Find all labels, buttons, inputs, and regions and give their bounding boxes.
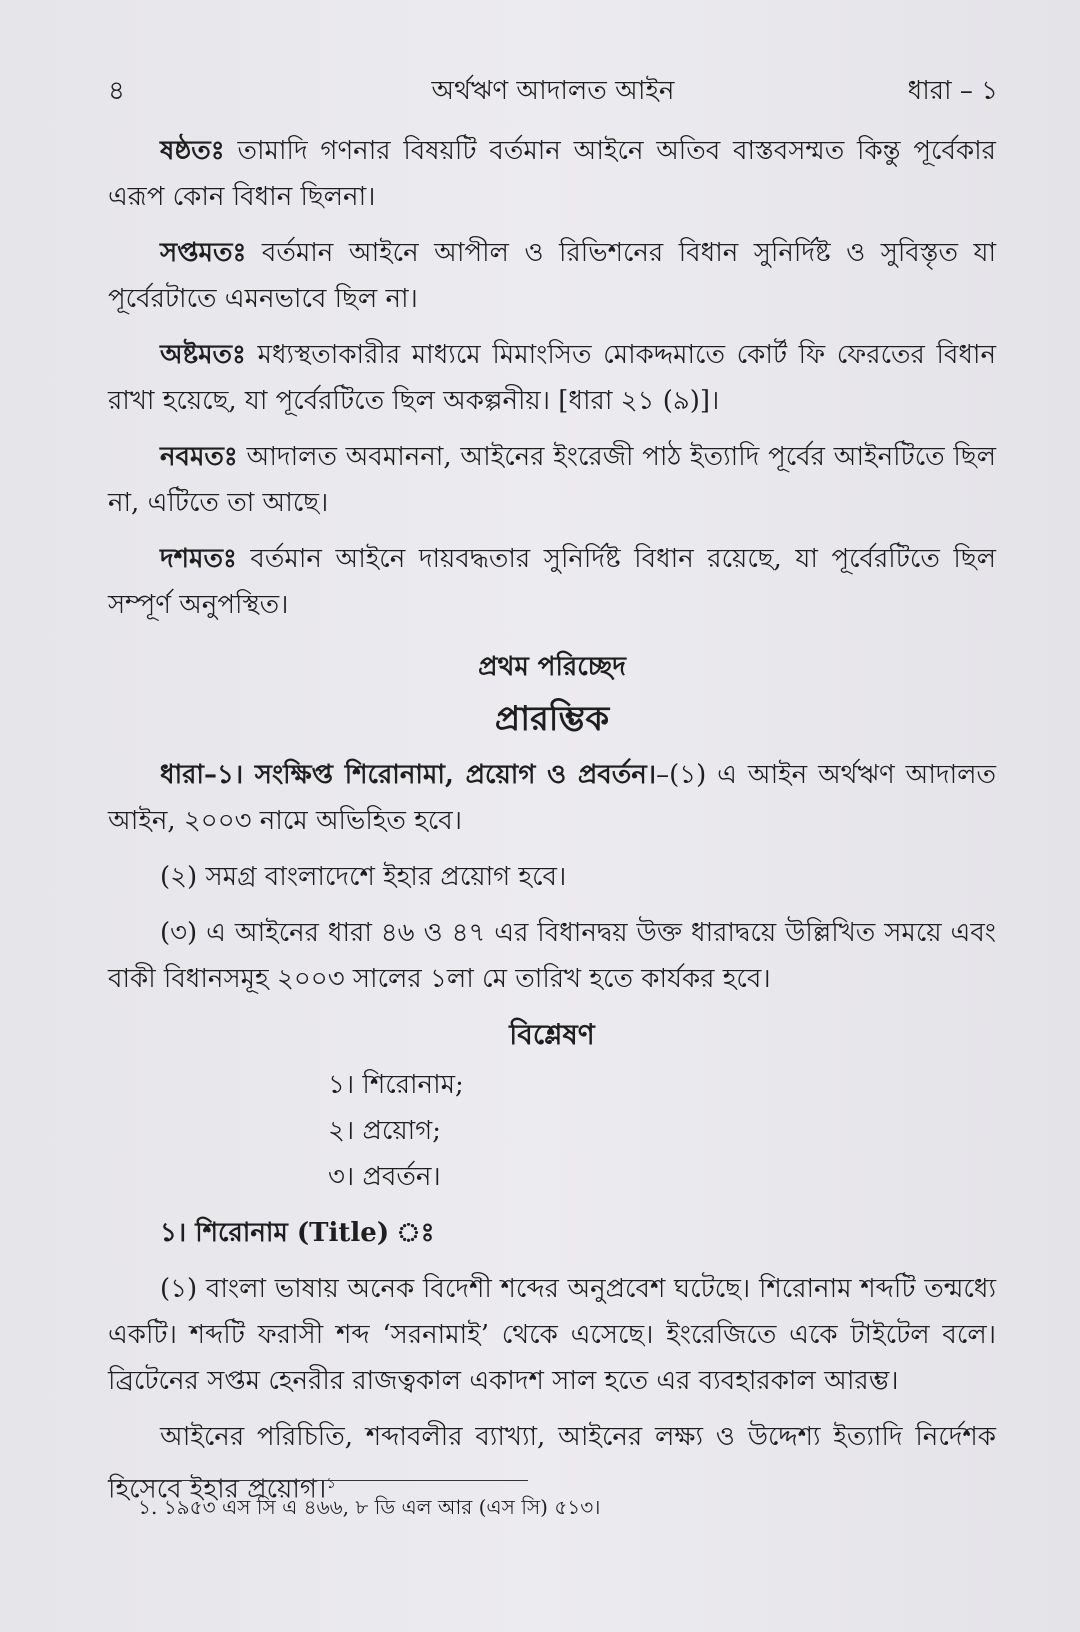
page-body bbox=[108, 128, 996, 1523]
section-heading: ধারা–১। সংক্ষিপ্ত শিরোনামা, প্রয়োগ ও প্রবর্তন। bbox=[160, 760, 657, 790]
paragraph-label: নবমতঃ bbox=[160, 442, 238, 472]
section-clause-3: (৩) এ আইনের ধারা ৪৬ ও ৪৭ এর বিধানদ্বয় উক্ত ধারাদ্বয়ে উল্লিখিত সময়ে এবং বাকী বিধানসমূহ ২০০৩ সালের ১লা মে তারিখ হতে কার্যকর হবে। bbox=[108, 918, 996, 994]
chapter-label: প্রথম পরিচ্ছেদ bbox=[478, 652, 626, 682]
chapter-title: প্রারম্ভিক bbox=[494, 699, 610, 739]
paragraph-sixth bbox=[108, 128, 996, 220]
analysis-paragraph-1: (১) বাংলা ভাষায় অনেক বিদেশী শব্দের অনুপ্রবেশ ঘটেছে। শিরোনাম শব্দটি তন্মধ্যে একটি। শব্দটি ফরাসী শব্দ ‘সরনামাই’ থেকে এসেছে। ইংরেজিতে একে টাইটেল বলে। ব্রিটেনের সপ্তম হেনরীর রাজত্বকাল একাদশ সাল হতে এর ব্যবহারকাল আরম্ভ। bbox=[108, 1274, 996, 1396]
analysis-list-item: ২। প্রয়োগ; bbox=[328, 1116, 441, 1146]
paragraph-seventh bbox=[108, 230, 996, 322]
paragraph-tenth bbox=[108, 536, 996, 628]
paragraph-ninth bbox=[108, 434, 996, 526]
paragraph-text: আদালত অবমাননা, আইনের ইংরেজী পাঠ ইত্যাদি পূর্বের আইনটিতে ছিল না, এটিতে তা আছে। bbox=[108, 442, 996, 518]
footnote-reference: ১ bbox=[326, 1474, 336, 1492]
running-title: অর্থঋণ আদালত আইন bbox=[431, 76, 675, 106]
analysis-title: বিশ্লেষণ bbox=[509, 1018, 595, 1051]
running-section: ধারা – ১ bbox=[907, 76, 998, 106]
analysis-list-item: ৩। প্রবর্তন। bbox=[328, 1162, 441, 1192]
paragraph-text: মধ্যস্থতাকারীর মাধ্যমে মিমাংসিত মোকদ্দমাতে কোর্ট ফি ফেরতের বিধান রাখা হয়েছে, যা পূর্বেরটিতে ছিল অকল্পনীয়। [ধারা ২১ (৯)]। bbox=[108, 340, 996, 416]
analysis-subheading: ১। শিরোনাম (Title) ঃ bbox=[160, 1218, 435, 1248]
section-1-heading-paragraph bbox=[108, 752, 996, 844]
paragraph-text: বর্তমান আইনে দায়বদ্ধতার সুনির্দিষ্ট বিধান রয়েছে, যা পূর্বেরটিতে ছিল সম্পূর্ণ অনুপস্থিত। bbox=[108, 544, 996, 620]
section-clause-2: (২) সমগ্র বাংলাদেশে ইহার প্রয়োগ হবে। bbox=[160, 862, 567, 892]
paragraph-text: বর্তমান আইনে আপীল ও রিভিশনের বিধান সুনির্দিষ্ট ও সুবিস্তৃত যা পূর্বেরটাতে এমনভাবে ছিল না। bbox=[108, 238, 996, 314]
paragraph-label: সপ্তমতঃ bbox=[160, 238, 247, 268]
footnote-divider bbox=[108, 1480, 528, 1481]
paragraph-text: আইনের পরিচিতি, শব্দাবলীর ব্যাখ্যা, আইনের লক্ষ্য ও উদ্দেশ্য ইত্যাদি নির্দেশক হিসেবে ইহার প্রয়োগ। bbox=[108, 1422, 996, 1505]
paragraph-label: দশমতঃ bbox=[160, 544, 237, 574]
paragraph-eighth bbox=[108, 332, 996, 424]
paragraph-label: ষষ্ঠতঃ bbox=[160, 136, 225, 166]
running-header bbox=[108, 70, 998, 114]
section-clause-1: –(১) এ আইন অর্থঋণ আদালত আইন, ২০০৩ নামে অভিহিত হবে। bbox=[108, 760, 996, 836]
footnote: ১. ১৯৫৩ এস সি এ ৪৬৬, ৮ ডি এল আর (এস সি) ৫১৩। bbox=[138, 1495, 601, 1519]
paragraph-label: অষ্টমতঃ bbox=[160, 340, 246, 370]
analysis-list-item: ১। শিরোনাম; bbox=[328, 1070, 464, 1100]
paragraph-text: তামাদি গণনার বিষয়টি বর্তমান আইনে অতিব বাস্তবসম্মত কিন্তু পূর্বেকার এরূপ কোন বিধান ছিলনা। bbox=[108, 136, 996, 212]
page-number: ৪ bbox=[108, 76, 125, 106]
